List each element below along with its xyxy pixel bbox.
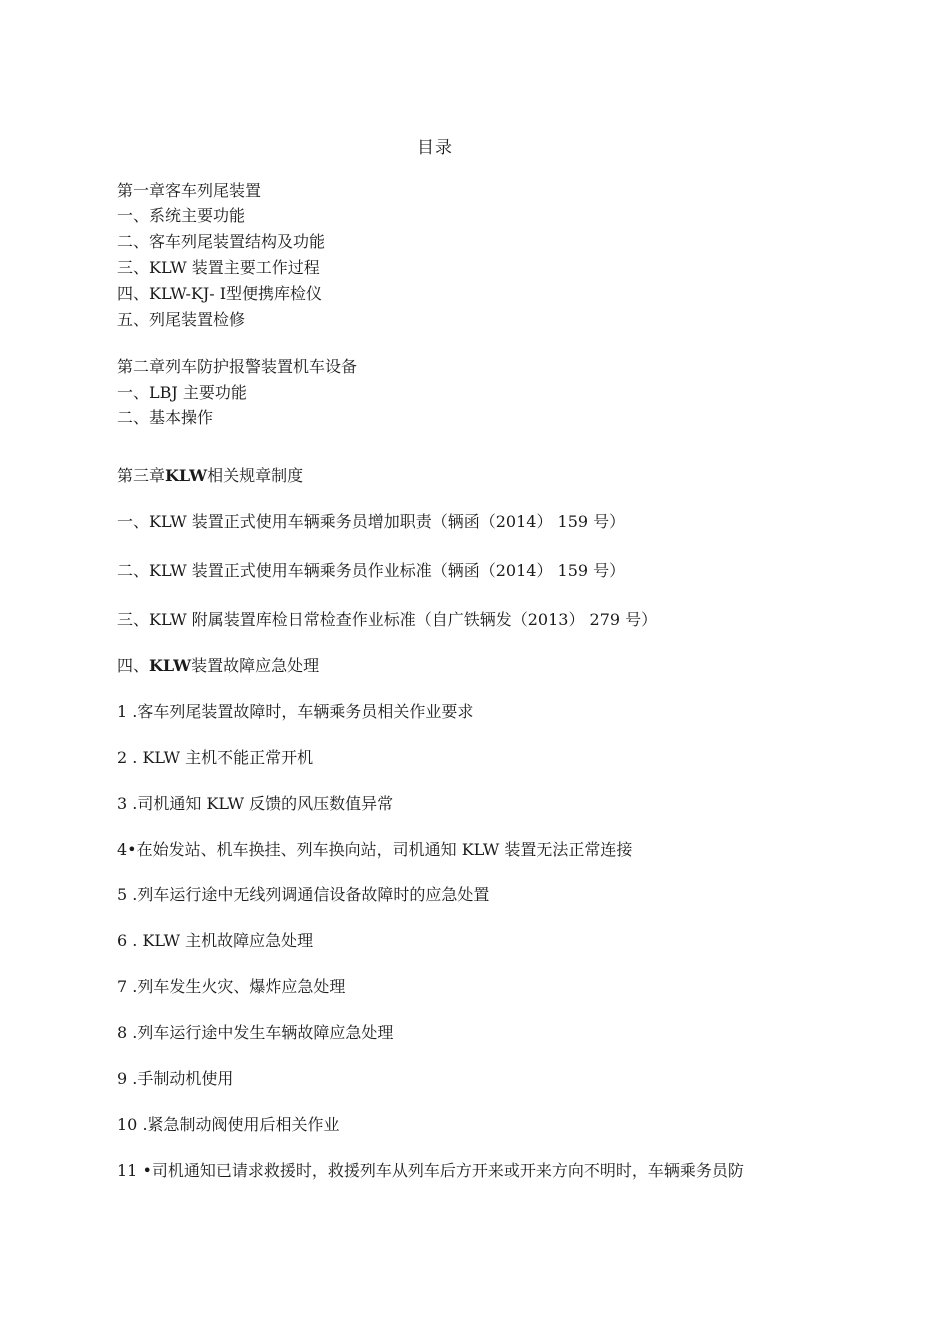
item-prefix: 四、 [117,656,150,675]
toc-item: 一、LBJ 主要功能 [117,383,247,402]
toc-item: 三、KLW 附属装置库检日常检查作业标准（自广铁辆发（2013） 279 号） [117,610,658,629]
toc-item: 一、KLW 装置正式使用车辆乘务员增加职责（辆函（2014） 159 号） [117,512,626,531]
toc-item: 二、KLW 装置正式使用车辆乘务员作业标准（辆函（2014） 159 号） [117,561,626,580]
toc-subitem: 11 •司机通知已请求救援时，救援列车从列车后方开来或开来方向不明时，车辆乘务员防 [117,1161,744,1180]
chapter-suffix: 相关规章制度 [207,466,304,485]
toc-subitem: 6 . KLW 主机故障应急处理 [117,931,314,950]
toc-item: 五、列尾装置检修 [117,310,246,329]
toc-subitem: 10 .紧急制动阀使用后相关作业 [117,1115,340,1134]
item-suffix: 装置故障应急处理 [191,656,320,675]
toc-subitem: 5 .列车运行途中无线列调通信设备故障时的应急处置 [117,885,490,904]
toc-item [117,656,319,676]
toc-subitem: 4•在始发站、机车换挂、列车换向站，司机通知 KLW 装置无法正常连接 [117,840,633,859]
chapter-prefix: 第三章 [117,466,166,485]
toc-chapter-2: 第二章列车防护报警装置机车设备 [117,357,358,376]
toc-subitem: 2 . KLW 主机不能正常开机 [117,748,314,767]
toc-chapter-3 [117,466,303,486]
toc-item: 二、基本操作 [117,408,214,427]
toc-chapter-1: 第一章客车列尾装置 [117,181,262,200]
bold-term: KLW [165,466,208,485]
toc-subitem: 7 .列车发生火灾、爆炸应急处理 [117,977,346,996]
toc-title: 目录 [417,138,453,158]
toc-subitem: 1 .客车列尾装置故障时，车辆乘务员相关作业要求 [117,702,474,721]
toc-item: 四、KLW-KJ- Ⅰ型便携库检仪 [117,284,323,303]
toc-subitem: 9 .手制动机使用 [117,1069,234,1088]
bold-term: KLW [149,656,192,675]
toc-item: 二、客车列尾装置结构及功能 [117,232,326,251]
toc-subitem: 3 .司机通知 KLW 反馈的风压数值异常 [117,794,394,813]
toc-item: 一、系统主要功能 [117,206,246,225]
toc-item: 三、KLW 装置主要工作过程 [117,258,320,277]
toc-subitem: 8 .列车运行途中发生车辆故障应急处理 [117,1023,394,1042]
